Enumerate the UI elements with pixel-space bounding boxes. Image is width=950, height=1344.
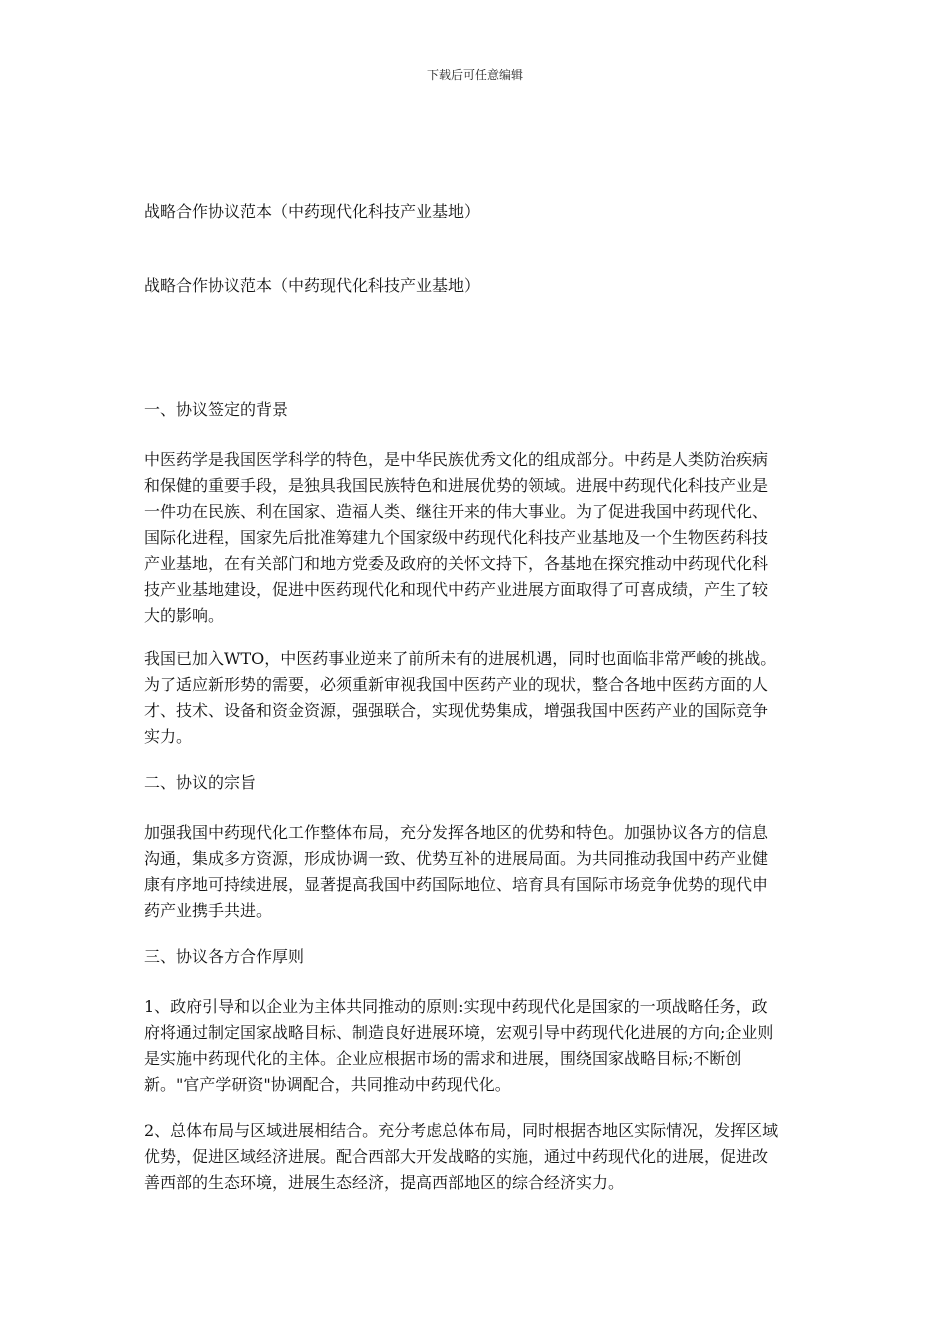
paragraph-line: 善西部的生态环境，进展生态经济，提高西部地区的综合经济实力。: [144, 1173, 625, 1192]
section-1-heading: [144, 397, 806, 423]
paragraph-line: 和保健的重要手段，是独具我国民族特色和进展优势的领域。进展中药现代化科技产业是: [144, 476, 769, 495]
paragraph-line: 加强我国中药现代化工作整体布局，充分发挥各地区的优势和特色。加强协议各方的信息: [144, 823, 769, 842]
section-1-paragraph-2: [144, 646, 806, 750]
section-1-paragraph-1: [144, 447, 806, 629]
paragraph-line: 我国已加入WTO，中医药事业逆来了前所未有的进展机遇，同时也面临非常严峻的挑战。: [144, 649, 777, 668]
paragraph-line: 产业基地，在有关部门和地方党委及政府的关怀文持下，各基地在探究推动中药现代化科: [144, 554, 769, 573]
paragraph-line: 府将通过制定国家战略目标、制造良好进展环境，宏观引导中药现代化进展的方向;企业则: [144, 1023, 774, 1042]
section-heading: 二、协议的宗旨: [144, 773, 257, 792]
paragraph-line: 药产业携手共进。: [144, 901, 273, 920]
paragraph-line: 实力。: [144, 727, 193, 746]
paragraph-line: 才、技术、设备和资金资源，强强联合，实现优势集成，增强我国中医药产业的国际竞争: [144, 701, 769, 720]
section-2-heading: [144, 770, 806, 796]
document-subtitle: 战略合作协议范本（中药现代化科技产业基地）: [144, 276, 481, 295]
paragraph-line: 2、总体布局与区域进展相结合。充分考虑总体布局，同时根据杏地区实际情况，发挥区域: [144, 1121, 779, 1140]
section-3-paragraph-1: [144, 994, 806, 1098]
paragraph-line: 为了适应新形势的需要，必须重新审视我国中医药产业的现状，整合各地中医药方面的人: [144, 675, 769, 694]
section-3-paragraph-2: [144, 1118, 806, 1196]
paragraph-line: 新。"官产学研资"协调配合，共同推动中药现代化。: [144, 1075, 511, 1094]
paragraph-line: 技产业基地建设，促进中医药现代化和现代中药产业进展方面取得了可喜成绩，产生了较: [144, 580, 769, 599]
section-2-paragraph-1: [144, 820, 806, 924]
paragraph-line: 国际化进程，国家先后批准筹建九个国家级中药现代化科技产业基地及一个生物医药科技: [144, 528, 769, 547]
paragraph-line: 1、政府引导和以企业为主体共同推动的原则:实现中药现代化是国家的一项战略任务，政: [144, 997, 768, 1016]
paragraph-line: 优势，促进区域经济进展。配合西部大开发战略的实施，通过中药现代化的进展，促进改: [144, 1147, 769, 1166]
section-3-heading: [144, 944, 806, 970]
section-heading: 三、协议各方合作厚则: [144, 947, 305, 966]
paragraph-line: 是实施中药现代化的主体。企业应根据市场的需求和进展，围绕国家战略目标;不断创: [144, 1049, 742, 1068]
paragraph-line: 一件功在民族、利在国家、造福人类、继往开来的伟大事业。为了促进我国中药现代化、: [144, 502, 769, 521]
paragraph-line: 大的影响。: [144, 606, 225, 625]
paragraph-line: 沟通，集成多方资源，形成协调一致、优势互补的进展局面。为共同推动我国中药产业健: [144, 849, 769, 868]
document-title: 战略合作协议范本（中药现代化科技产业基地）: [144, 202, 481, 221]
paragraph-line: 康有序地可持续进展，显著提高我国中药国际地位、培育具有国际市场竞争优势的现代申: [144, 875, 769, 894]
paragraph-line: 中医药学是我国医学科学的特色，是中华民族优秀文化的组成部分。中药是人类防治疾病: [144, 450, 769, 469]
header-note: 下载后可任意编辑: [426, 68, 523, 82]
section-heading: 一、协议签定的背景: [144, 400, 289, 419]
